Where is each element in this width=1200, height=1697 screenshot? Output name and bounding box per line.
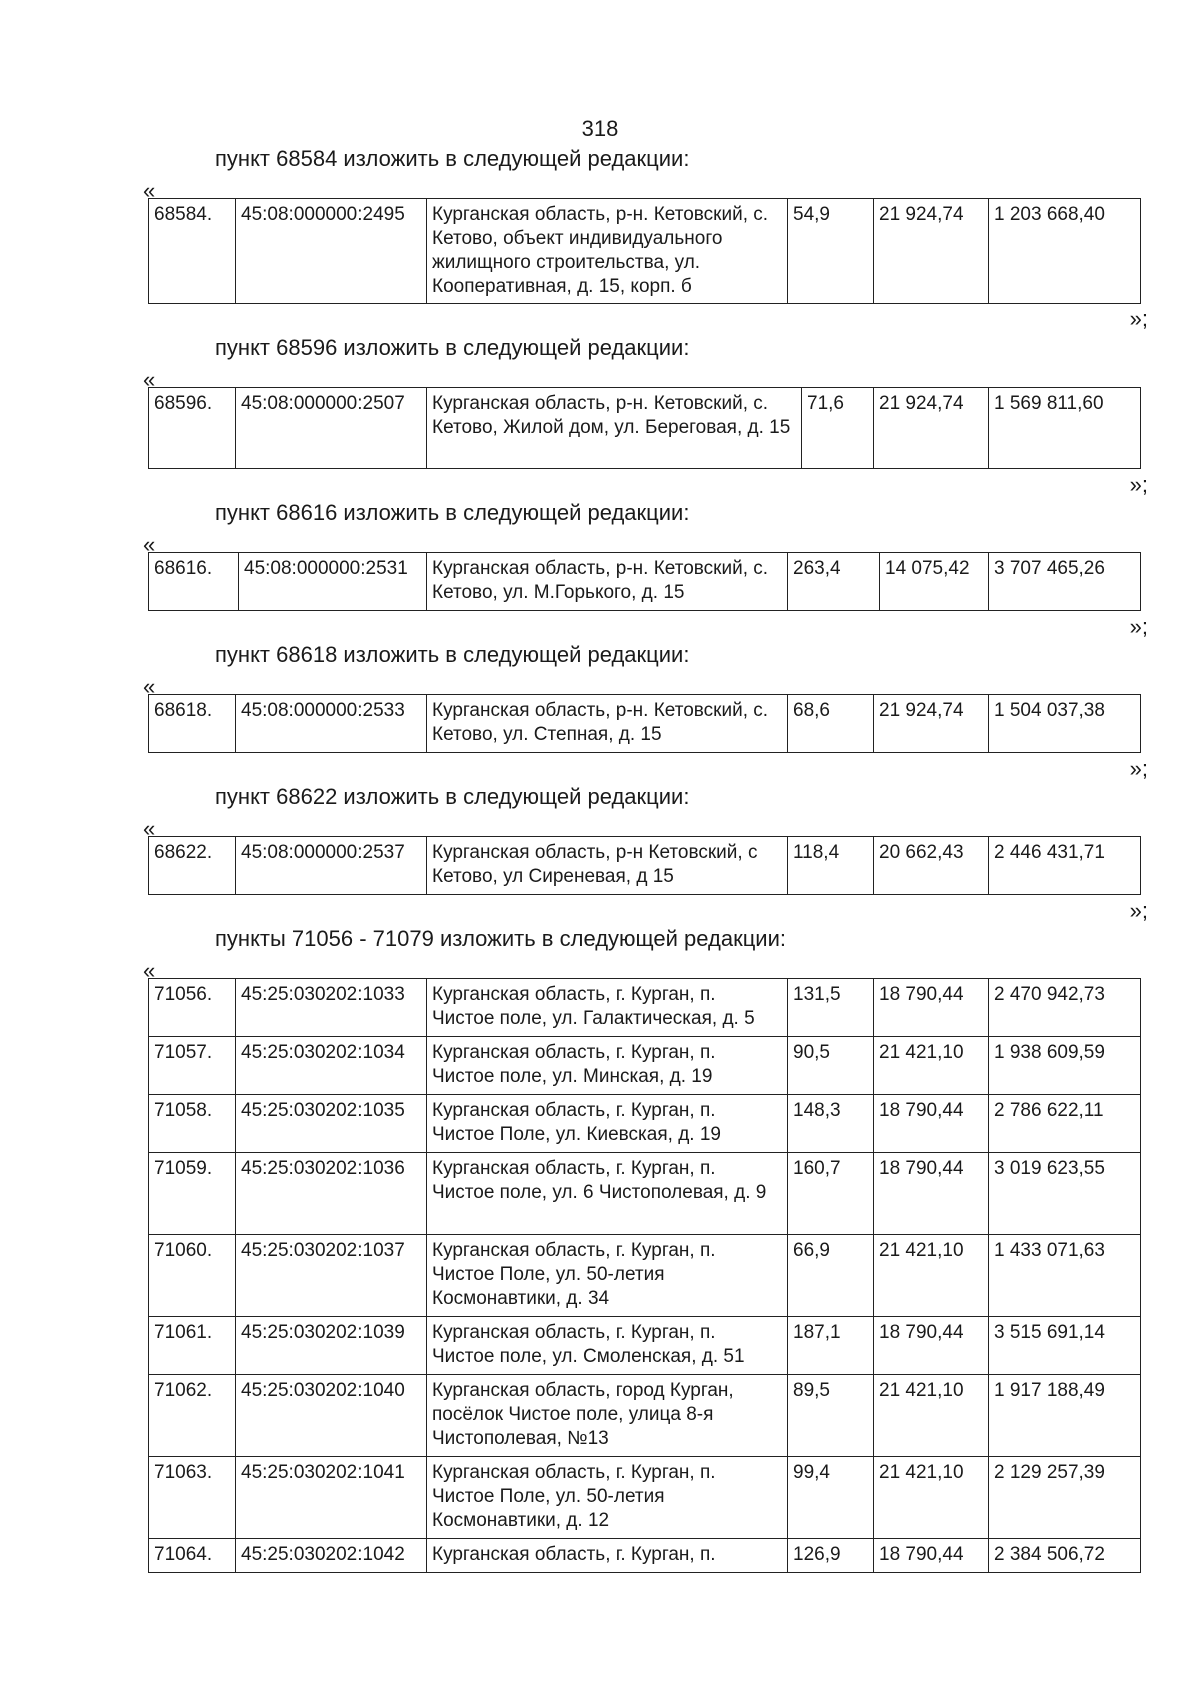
- address: Курганская область, р-н Кетовский, с Кетово, ул Сиреневая, д 15: [427, 837, 788, 895]
- value: 3 707 465,26: [989, 553, 1141, 611]
- data-table: [148, 198, 1141, 304]
- section-intro: пункты 71056 - 71079 изложить в следующей редакции:: [215, 926, 787, 951]
- row-number: 71056.: [149, 979, 236, 1037]
- address: Курганская область, р-н. Кетовский, с. Кетово, Жилой дом, ул. Береговая, д. 15: [427, 388, 802, 469]
- row-number: 68584.: [149, 199, 236, 304]
- table-row: [149, 695, 1141, 753]
- rate: 18 790,44: [874, 1095, 989, 1153]
- area: 66,9: [788, 1235, 874, 1317]
- address: Курганская область, город Курган, посёлок Чистое поле, улица 8-я Чистополевая, №13: [427, 1375, 788, 1457]
- area: 160,7: [788, 1153, 874, 1235]
- close-quote: »;: [1129, 898, 1148, 923]
- value: 2 470 942,73: [989, 979, 1141, 1037]
- data-table: [148, 836, 1141, 895]
- rate: 21 421,10: [874, 1375, 989, 1457]
- cadastral-number: 45:08:000000:2537: [236, 837, 427, 895]
- row-number: 68596.: [149, 388, 236, 469]
- address: Курганская область, р-н. Кетовский, с. Кетово, ул. Степная, д. 15: [427, 695, 788, 753]
- table-row: [149, 199, 1141, 304]
- row-number: 68616.: [149, 553, 239, 611]
- row-number: 68618.: [149, 695, 236, 753]
- cadastral-number: 45:25:030202:1042: [236, 1539, 427, 1573]
- address: Курганская область, г. Курган, п. Чистое Поле, ул. 50-летия Космонавтики, д. 34: [427, 1235, 788, 1317]
- cadastral-number: 45:25:030202:1036: [236, 1153, 427, 1235]
- section-intro: пункт 68616 изложить в следующей редакции:: [215, 500, 690, 525]
- address: Курганская область, г. Курган, п. Чистое Поле, ул. 50-летия Космонавтики, д. 12: [427, 1457, 788, 1539]
- section-intro: пункт 68584 изложить в следующей редакции:: [215, 146, 690, 171]
- value: 1 917 188,49: [989, 1375, 1141, 1457]
- area: 126,9: [788, 1539, 874, 1573]
- rate: 21 421,10: [874, 1235, 989, 1317]
- section-intro: пункт 68618 изложить в следующей редакции:: [215, 642, 690, 667]
- cadastral-number: 45:08:000000:2531: [239, 553, 427, 611]
- close-quote: »;: [1129, 472, 1148, 497]
- value: 3 515 691,14: [989, 1317, 1141, 1375]
- value: 2 446 431,71: [989, 837, 1141, 895]
- table-row: [149, 1457, 1141, 1539]
- row-number: 71058.: [149, 1095, 236, 1153]
- rate: 18 790,44: [874, 1539, 989, 1573]
- row-number: 68622.: [149, 837, 236, 895]
- cadastral-number: 45:08:000000:2533: [236, 695, 427, 753]
- area: 118,4: [788, 837, 874, 895]
- value: 2 129 257,39: [989, 1457, 1141, 1539]
- rate: 18 790,44: [874, 1317, 989, 1375]
- row-number: 71060.: [149, 1235, 236, 1317]
- table-row: [149, 1375, 1141, 1457]
- area: 54,9: [788, 199, 874, 304]
- address: Курганская область, г. Курган, п. Чистое Поле, ул. Киевская, д. 19: [427, 1095, 788, 1153]
- area: 99,4: [788, 1457, 874, 1539]
- value: 2 786 622,11: [989, 1095, 1141, 1153]
- rate: 21 924,74: [874, 199, 989, 304]
- address: Курганская область, г. Курган, п. Чистое поле, ул. Галактическая, д. 5: [427, 979, 788, 1037]
- cadastral-number: 45:08:000000:2495: [236, 199, 427, 304]
- cadastral-number: 45:25:030202:1037: [236, 1235, 427, 1317]
- address: Курганская область, г. Курган, п. Чистое поле, ул. 6 Чистополевая, д. 9: [427, 1153, 788, 1235]
- rate: 14 075,42: [880, 553, 989, 611]
- rate: 18 790,44: [874, 979, 989, 1037]
- row-number: 71059.: [149, 1153, 236, 1235]
- open-quote: «: [143, 367, 156, 392]
- open-quote: «: [143, 178, 156, 203]
- value: 1 504 037,38: [989, 695, 1141, 753]
- rate: 21 421,10: [874, 1037, 989, 1095]
- table-row: [149, 1153, 1141, 1235]
- address: Курганская область, р-н. Кетовский, с. Кетово, объект индивидуального жилищного строительства, ул. Кооперативная, д. 15, корп. б: [427, 199, 788, 304]
- area: 131,5: [788, 979, 874, 1037]
- value: 1 433 071,63: [989, 1235, 1141, 1317]
- area: 71,6: [802, 388, 874, 469]
- table-row: [149, 553, 1141, 611]
- page-number: 318: [581, 116, 619, 141]
- value: 3 019 623,55: [989, 1153, 1141, 1235]
- rate: 21 421,10: [874, 1457, 989, 1539]
- cadastral-number: 45:25:030202:1034: [236, 1037, 427, 1095]
- rate: 18 790,44: [874, 1153, 989, 1235]
- close-quote: »;: [1129, 756, 1148, 781]
- area: 90,5: [788, 1037, 874, 1095]
- area: 89,5: [788, 1375, 874, 1457]
- open-quote: «: [143, 958, 156, 983]
- section-intro: пункт 68622 изложить в следующей редакции:: [215, 784, 690, 809]
- row-number: 71063.: [149, 1457, 236, 1539]
- table-row: [149, 388, 1141, 469]
- table-row: [149, 1037, 1141, 1095]
- area: 148,3: [788, 1095, 874, 1153]
- row-number: 71061.: [149, 1317, 236, 1375]
- open-quote: «: [143, 816, 156, 841]
- value: 2 384 506,72: [989, 1539, 1141, 1573]
- value: 1 569 811,60: [989, 388, 1141, 469]
- value: 1 203 668,40: [989, 199, 1141, 304]
- row-number: 71062.: [149, 1375, 236, 1457]
- open-quote: «: [143, 532, 156, 557]
- address: Курганская область, г. Курган, п.: [427, 1539, 788, 1573]
- address: Курганская область, р-н. Кетовский, с. Кетово, ул. М.Горького, д. 15: [427, 553, 788, 611]
- cadastral-number: 45:25:030202:1039: [236, 1317, 427, 1375]
- value: 1 938 609,59: [989, 1037, 1141, 1095]
- table-row: [149, 837, 1141, 895]
- cadastral-number: 45:25:030202:1033: [236, 979, 427, 1037]
- address: Курганская область, г. Курган, п. Чистое поле, ул. Минская, д. 19: [427, 1037, 788, 1095]
- row-number: 71064.: [149, 1539, 236, 1573]
- section-intro: пункт 68596 изложить в следующей редакции:: [215, 335, 690, 360]
- row-number: 71057.: [149, 1037, 236, 1095]
- cadastral-number: 45:25:030202:1035: [236, 1095, 427, 1153]
- open-quote: «: [143, 674, 156, 699]
- data-table: [148, 694, 1141, 753]
- rate: 20 662,43: [874, 837, 989, 895]
- table-row: [149, 1235, 1141, 1317]
- close-quote: »;: [1129, 614, 1148, 639]
- cadastral-number: 45:25:030202:1040: [236, 1375, 427, 1457]
- close-quote: »;: [1129, 306, 1148, 331]
- table-row: [149, 979, 1141, 1037]
- data-table: [148, 387, 1141, 469]
- data-table: [148, 552, 1141, 611]
- table-row: [149, 1095, 1141, 1153]
- table-row: [149, 1317, 1141, 1375]
- rate: 21 924,74: [874, 695, 989, 753]
- area: 263,4: [788, 553, 880, 611]
- area: 187,1: [788, 1317, 874, 1375]
- cadastral-number: 45:25:030202:1041: [236, 1457, 427, 1539]
- area: 68,6: [788, 695, 874, 753]
- rate: 21 924,74: [874, 388, 989, 469]
- address: Курганская область, г. Курган, п. Чистое поле, ул. Смоленская, д. 51: [427, 1317, 788, 1375]
- table-row: [149, 1539, 1141, 1573]
- data-table: [148, 978, 1141, 1573]
- cadastral-number: 45:08:000000:2507: [236, 388, 427, 469]
